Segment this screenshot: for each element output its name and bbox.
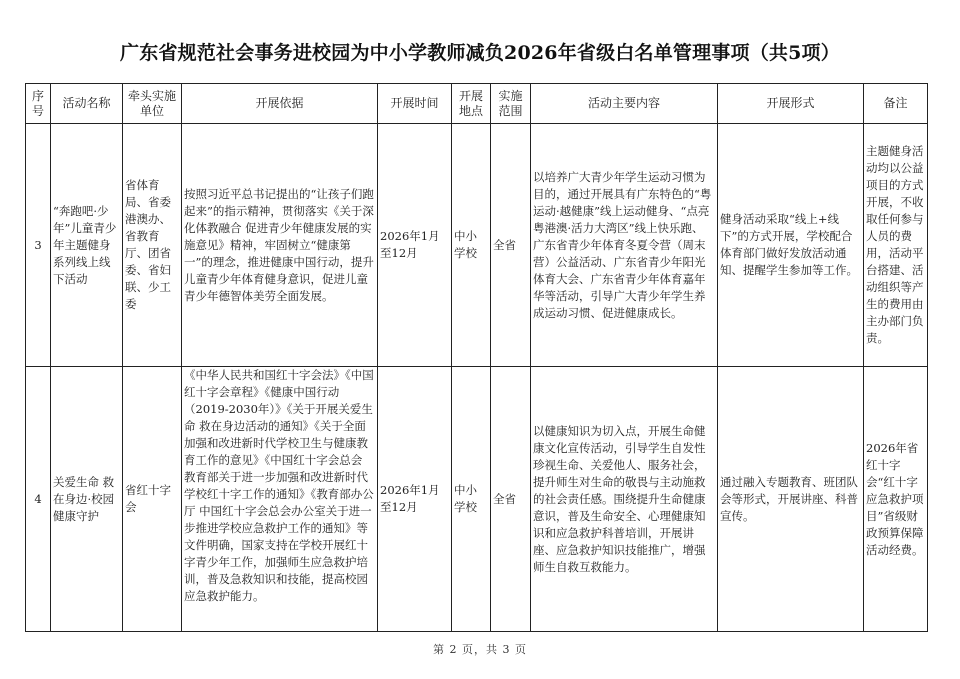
header-lead-unit: 牵头实施单位 — [123, 84, 182, 124]
cell-time: 2026年1月至12月 — [378, 367, 452, 632]
cell-basis — [182, 367, 378, 632]
cell-time: 2026年1月至12月 — [378, 124, 452, 367]
table-header-row — [26, 84, 928, 124]
cell-lead-unit: 省体育局、省委港澳办、省教育厅、团省委、省妇联、少工委 — [123, 124, 182, 367]
page-number: 第 2 页，共 3 页 — [433, 643, 527, 656]
cell-scope: 全省 — [491, 367, 531, 632]
header-no: 序号 — [26, 84, 51, 124]
cell-no: 4 — [26, 367, 51, 632]
header-content: 活动主要内容 — [531, 84, 718, 124]
cell-content: 以培养广大青少年学生运动习惯为目的，通过开展具有广东特色的“粤运动·越健康”线上运动健身、“点亮粤港澳·活力大湾区”线上快乐跑、广东省青少年体育冬夏令营（周末营）公益活动、广东省青少年阳光体育大会、广东省青少年体育嘉年华等活动，引导广大青少年学生养成运动习惯、促进健康成长。 — [531, 124, 718, 367]
table-row — [26, 367, 928, 632]
cell-form: 健身活动采取“线上+线下”的方式开展，学校配合体育部门做好发放活动通知、提醒学生参加等工作。 — [718, 124, 864, 367]
header-remark: 备注 — [864, 84, 928, 124]
cell-remark: 2026年省红十字会“红十字应急救护项目”省级财政预算保障活动经费。 — [864, 367, 928, 632]
cell-no: 3 — [26, 124, 51, 367]
header-basis: 开展依据 — [182, 84, 378, 124]
cell-place: 中小学校 — [452, 367, 491, 632]
cell-name: “奔跑吧·少年”儿童青少年主题健身系列线上线下活动 — [51, 124, 123, 367]
whitelist-table — [25, 83, 928, 632]
cell-remark: 主题健身活动均以公益项目的方式开展，不收取任何参与人员的费用，活动平台搭建、活动组织等产生的费用由主办部门负责。 — [864, 124, 928, 367]
header-place: 开展地点 — [452, 84, 491, 124]
cell-basis: 按照习近平总书记提出的“让孩子们跑起来”的指示精神，贯彻落实《关于深化体教融合 促进青少年健康发展的实施意见》精神，牢固树立“健康第一”的理念，推进健康中国行动，提升儿童青少年体育健身意识，促进儿童青少年德智体美劳全面发展。 — [182, 124, 378, 367]
cell-content: 以健康知识为切入点，开展生命健康文化宣传活动，引导学生自发性珍视生命、关爱他人、服务社会，提升师生对生命的敬畏与主动施救的社会责任感。围绕提升生命健康意识，普及生命安全、心理健康知识和应急救护科普培训，开展讲座、应急救护知识技能推广，增强师生自救互救能力。 — [531, 367, 718, 632]
table-row — [26, 124, 928, 367]
cell-basis-text: 《中华人民共和国红十字会法》《中国红十字会章程》《健康中国行动（2019-2030年）》《关于开展关爱生命 救在身边活动的通知》《关于全面加强和改进新时代学校卫生与健康教育工作的意见》《中国红十字会总会 教育部关于进一步加强和改进新时代学校红十字工作的通知》《教育部办公厅 中国红十字会总会办公室关于进一步推进学校应急救护工作的通知》等文件明确，国家支持在学校开展红十字青少年工作，加强师生应急救护培训，普及急救知识和技能，提高校园应急救护能力。 — [184, 368, 374, 603]
cell-place: 中小学校 — [452, 124, 491, 367]
document-title: 广东省规范社会事务进校园为中小学教师减负2026年省级白名单管理事项（共5项） — [120, 42, 840, 64]
header-name: 活动名称 — [51, 84, 123, 124]
cell-name: 关爱生命 救在身边·校园健康守护 — [51, 367, 123, 632]
header-time: 开展时间 — [378, 84, 452, 124]
header-scope: 实施范围 — [491, 84, 531, 124]
cell-form: 通过融入专题教育、班团队会等形式，开展讲座、科普宣传。 — [718, 367, 864, 632]
cell-lead-unit: 省红十字会 — [123, 367, 182, 632]
cell-scope: 全省 — [491, 124, 531, 367]
header-form: 开展形式 — [718, 84, 864, 124]
